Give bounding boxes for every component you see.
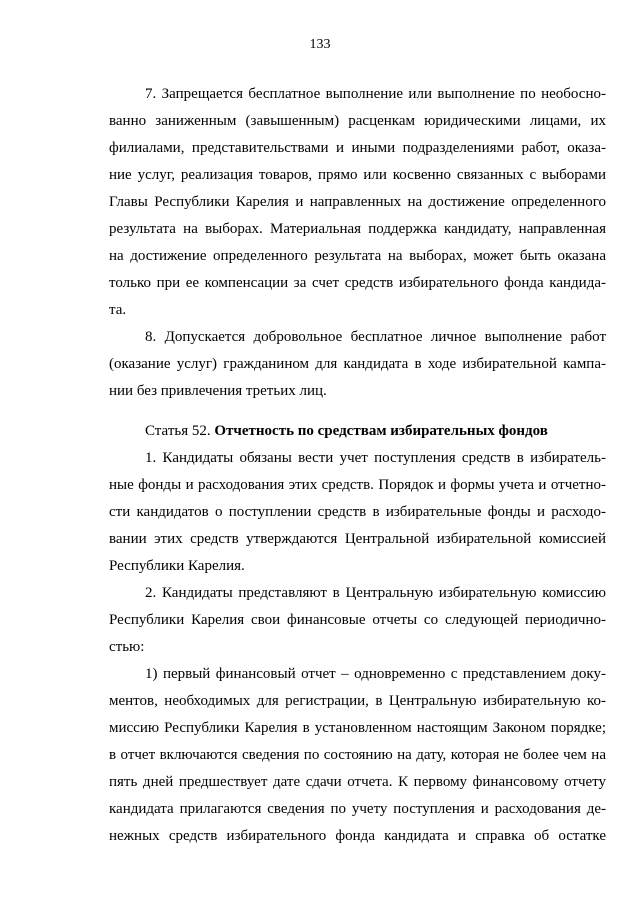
paragraph-8-line: нии без привлечения третьих лиц. [109,383,327,399]
paragraph-8-line: (оказание услуг) гражданином для кандидата в ходе избирательной кампа- [109,356,606,372]
subitem-1-line: нежных средств избирательного фонда кандидата и справка об остатке [109,828,606,844]
paragraph-7-line: результата на выборах. Материальная поддержка кандидату, направленная [109,221,606,237]
item-2-line: стью: [109,639,145,655]
subitem-1-line: 1) первый финансовый отчет – одновременно с представлением доку- [145,666,606,682]
article-number: Статья 52. [145,423,215,439]
paragraph-7-line: Главы Республики Карелия и направленных на достижение определенного [109,194,606,210]
item-1-line: ные фонды и расходования этих средств. Порядок и формы учета и отчетно- [109,477,606,493]
item-1-line: сти кандидатов о поступлении средств в избирательные фонды и расходо- [109,504,606,520]
subitem-1-line: в отчет включаются сведения по состоянию на дату, которая не более чем на [109,747,606,763]
paragraph-7-line: на достижение определенного результата на выборах, может быть оказана [109,248,606,264]
item-2-line: 2. Кандидаты представляют в Центральную избирательную комиссию [145,585,606,601]
paragraph-7-line: ванно заниженным (завышенным) расценкам юридическими лицами, их [109,113,606,129]
item-2-line: Республики Карелия свои финансовые отчеты со следующей периодично- [109,612,606,628]
paragraph-7-line: ние услуг, реализация товаров, прямо или косвенно связанных с выборами [109,167,606,183]
subitem-1-line: ментов, необходимых для регистрации, в Центральную избирательную ко- [109,693,606,709]
article-heading [145,419,606,443]
paragraph-7-line: 7. Запрещается бесплатное выполнение или выполнение по необосно- [145,86,606,102]
item-1-line: 1. Кандидаты обязаны вести учет поступления средств в избиратель- [145,450,606,466]
page-number: 133 [309,37,331,52]
article-title: Отчетность по средствам избирательных фондов [214,423,548,439]
item-1-line: Республики Карелия. [109,558,245,574]
subitem-1-line: кандидата прилагаются сведения по учету поступления и расходования де- [109,801,606,817]
subitem-1-line: пять дней предшествует дате сдачи отчета. К первому финансовому отчету [109,774,606,790]
item-1-line: вании этих средств утверждаются Центральной избирательной комиссией [109,531,606,547]
subitem-1-line: миссию Республики Карелия в установленном настоящим Законом порядке; [109,720,606,736]
paragraph-7-line: та. [109,302,127,318]
paragraph-7-line: филиалами, представительствами и иными подразделениями работ, оказа- [109,140,606,156]
paragraph-7-line: только при ее компенсации за счет средств избирательного фонда кандида- [109,275,606,291]
paragraph-8-line: 8. Допускается добровольное бесплатное личное выполнение работ [145,329,606,345]
